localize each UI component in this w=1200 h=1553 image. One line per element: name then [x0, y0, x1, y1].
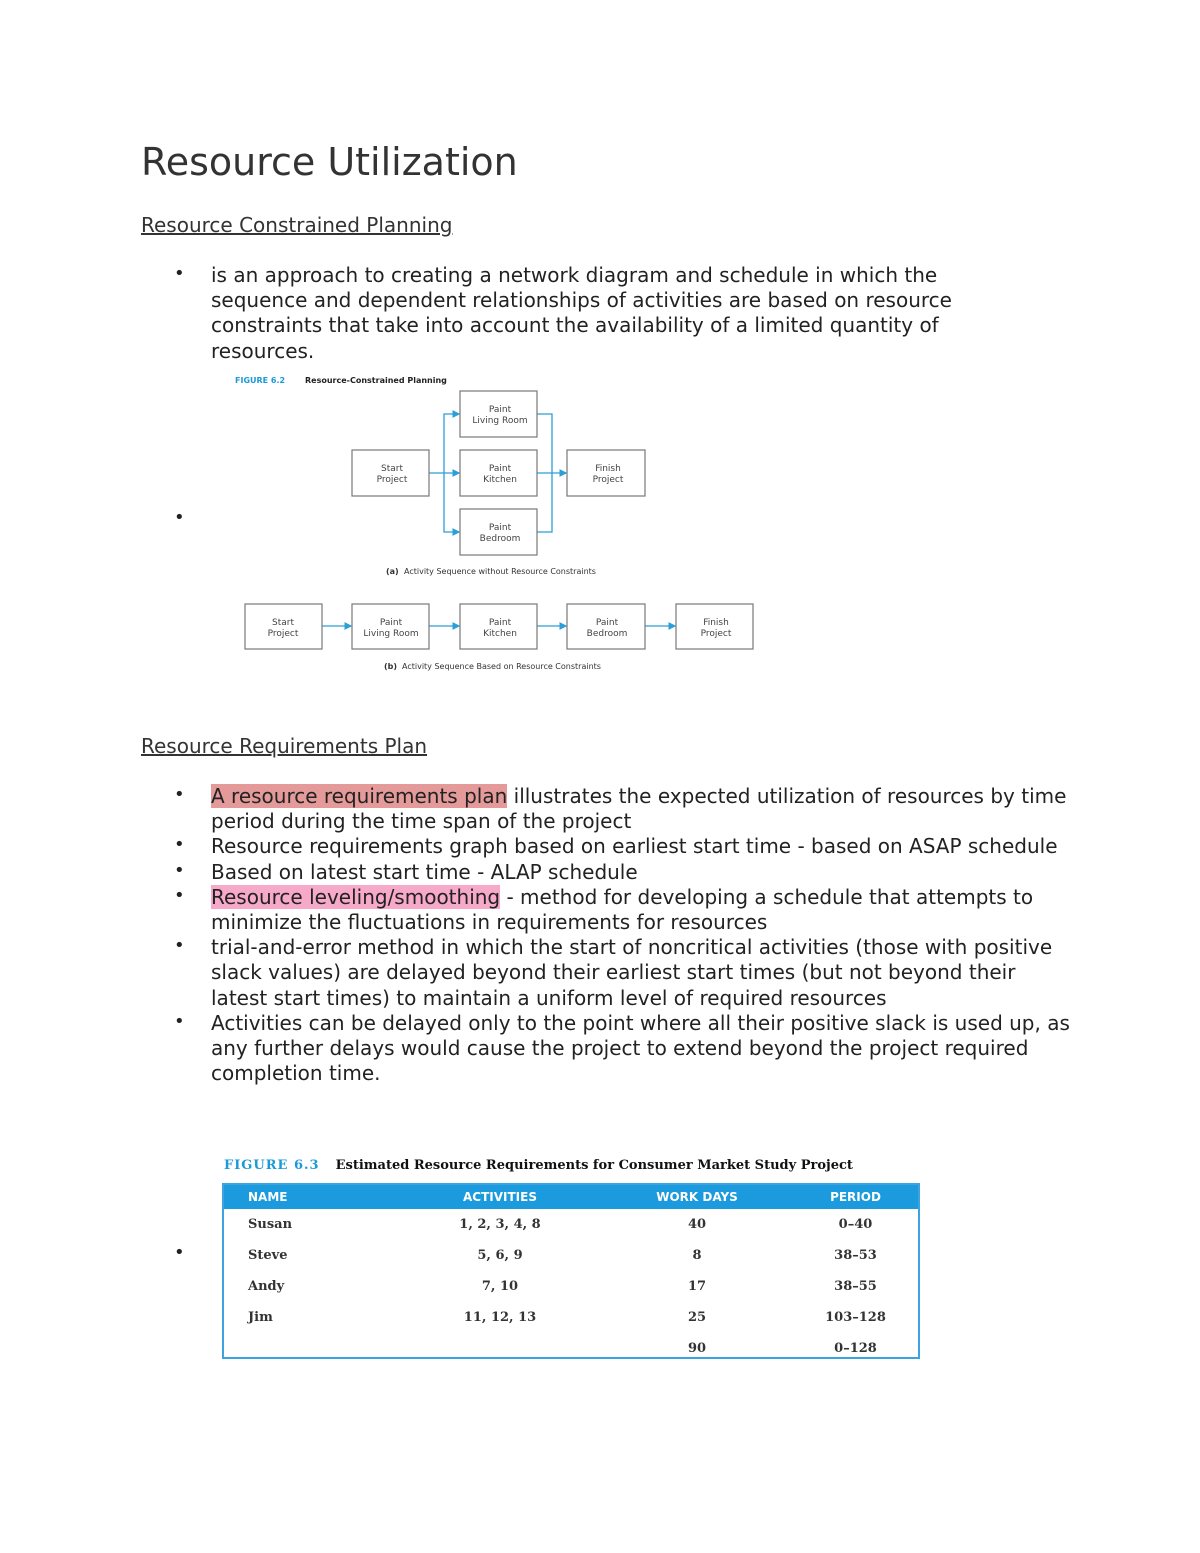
node-label: Paint [595, 618, 619, 628]
table-cell: 0–40 [838, 1217, 873, 1232]
node-label: Paint [488, 464, 512, 474]
bullet-icon: • [174, 859, 185, 881]
table-row [224, 1302, 918, 1333]
section-heading-requirements-plan: Resource Requirements Plan [141, 734, 428, 758]
table-cell: 40 [687, 1217, 707, 1232]
table-cell: Susan [248, 1217, 293, 1232]
bullet-text: Activities can be delayed only to the point where all their positive slack is used up, as any further delays would cause the project to extend beyond the project required completion time. [211, 1010, 1070, 1086]
table-cell: 1, 2, 3, 4, 8 [459, 1217, 541, 1232]
node-label: Project [592, 475, 624, 485]
table-cell: 25 [687, 1310, 707, 1325]
list-item [174, 263, 1034, 364]
node-label: Start [272, 618, 294, 628]
node-label: Paint [379, 618, 403, 628]
node-label: Paint [488, 618, 512, 628]
node-label: Finish [703, 618, 729, 628]
node-label: Project [267, 629, 299, 639]
node-label: Kitchen [483, 629, 517, 639]
column-header: WORK DAYS [601, 1185, 793, 1209]
subcaption-label: (a) [386, 567, 399, 576]
node-label: Living Room [472, 416, 528, 426]
table-cell: 103–128 [825, 1310, 886, 1325]
column-header: PERIOD [793, 1185, 918, 1209]
table-total-row [224, 1333, 918, 1364]
node-label: Finish [595, 464, 621, 474]
list-item [174, 834, 1074, 859]
list-item [174, 784, 1074, 834]
table-cell: Steve [248, 1248, 288, 1263]
bullet-icon: • [174, 834, 185, 856]
figure-6-3-title [224, 1158, 853, 1173]
highlighted-term: Resource leveling/smoothing [211, 884, 501, 909]
subcaption-text: Activity Sequence without Resource Constraints [404, 567, 596, 576]
bullet-icon: • [174, 507, 185, 528]
table-cell: Jim [248, 1310, 273, 1325]
table-cell: 5, 6, 9 [477, 1248, 523, 1263]
table-row [224, 1209, 918, 1240]
table-row [224, 1240, 918, 1271]
node-label: Project [376, 475, 408, 485]
table-cell: 38–53 [834, 1248, 877, 1263]
figure-caption: Estimated Resource Requirements for Consumer Market Study Project [335, 1158, 853, 1173]
node-label: Paint [488, 523, 512, 533]
bullet-text: is an approach to creating a network diagram and schedule in which the sequence and dependent relationships of activities are based on resource constraints that take into account the availability of a limited quantity of resources. [211, 263, 952, 363]
bullet-list-requirements [174, 784, 1074, 1086]
figure-caption: Resource-Constrained Planning [305, 376, 447, 385]
column-header: ACTIVITIES [399, 1185, 601, 1209]
bullet-icon: • [174, 1010, 185, 1032]
list-item [174, 885, 1074, 935]
table-cell: 90 [687, 1341, 707, 1356]
node-label: Project [700, 629, 732, 639]
bullet-icon: • [174, 1242, 185, 1263]
list-item [174, 860, 1074, 885]
table-cell: Andy [248, 1279, 285, 1294]
table-cell: 7, 10 [481, 1279, 519, 1294]
table-cell: 8 [692, 1248, 702, 1263]
bullet-text: Resource requirements graph based on earliest start time - based on ASAP schedule [211, 834, 1058, 859]
bullet-text: Based on latest start time - ALAP schedule [211, 859, 638, 884]
node-label: Bedroom [586, 629, 628, 639]
list-item [174, 1011, 1074, 1087]
highlighted-term: A resource requirements plan [211, 784, 508, 808]
table-cell: 17 [687, 1279, 707, 1294]
column-header: NAME [224, 1185, 399, 1209]
bullet-icon: • [174, 784, 185, 805]
bullet-text: trial-and-error method in which the start of noncritical activities (those with positive slack values) are delayed beyond their earliest start times (but not beyond their latest start times) to maintain a uniform level of required resources [211, 935, 1053, 1010]
bullet-list-constrained [174, 263, 1034, 364]
node-label: Living Room [363, 629, 419, 639]
bullet-text: illustrates the expected utilization of resources by time period during the time span of the project [211, 784, 1067, 834]
bullet-icon: • [174, 263, 185, 284]
table-cell [224, 1333, 399, 1364]
subcaption-label: (b) [384, 662, 398, 671]
bullet-icon: • [174, 935, 185, 957]
page-title: Resource Utilization [141, 140, 518, 184]
figure-label: FIGURE 6.2 [235, 376, 286, 385]
table-row [224, 1271, 918, 1302]
figure-label: FIGURE 6.3 [224, 1158, 320, 1173]
table-cell [399, 1333, 601, 1364]
table-cell: 38–55 [834, 1279, 877, 1294]
figure-6-2 [232, 372, 772, 682]
section-heading-constrained-planning: Resource Constrained Planning [141, 213, 453, 237]
list-item [174, 935, 1074, 1011]
node-label: Paint [488, 405, 512, 415]
table-cell: 11, 12, 13 [463, 1310, 537, 1325]
bullet-icon: • [174, 884, 185, 906]
node-label: Kitchen [483, 475, 517, 485]
subcaption-text: Activity Sequence Based on Resource Constraints [402, 662, 601, 671]
bullet-text: - method for developing a schedule that attempts to minimize the fluctuations in requirements for resources [211, 884, 1034, 935]
node-label: Bedroom [479, 534, 521, 544]
node-label: Start [381, 464, 403, 474]
table-cell: 0–128 [834, 1341, 877, 1356]
resource-requirements-table [222, 1183, 920, 1359]
table-header-row [224, 1185, 918, 1209]
